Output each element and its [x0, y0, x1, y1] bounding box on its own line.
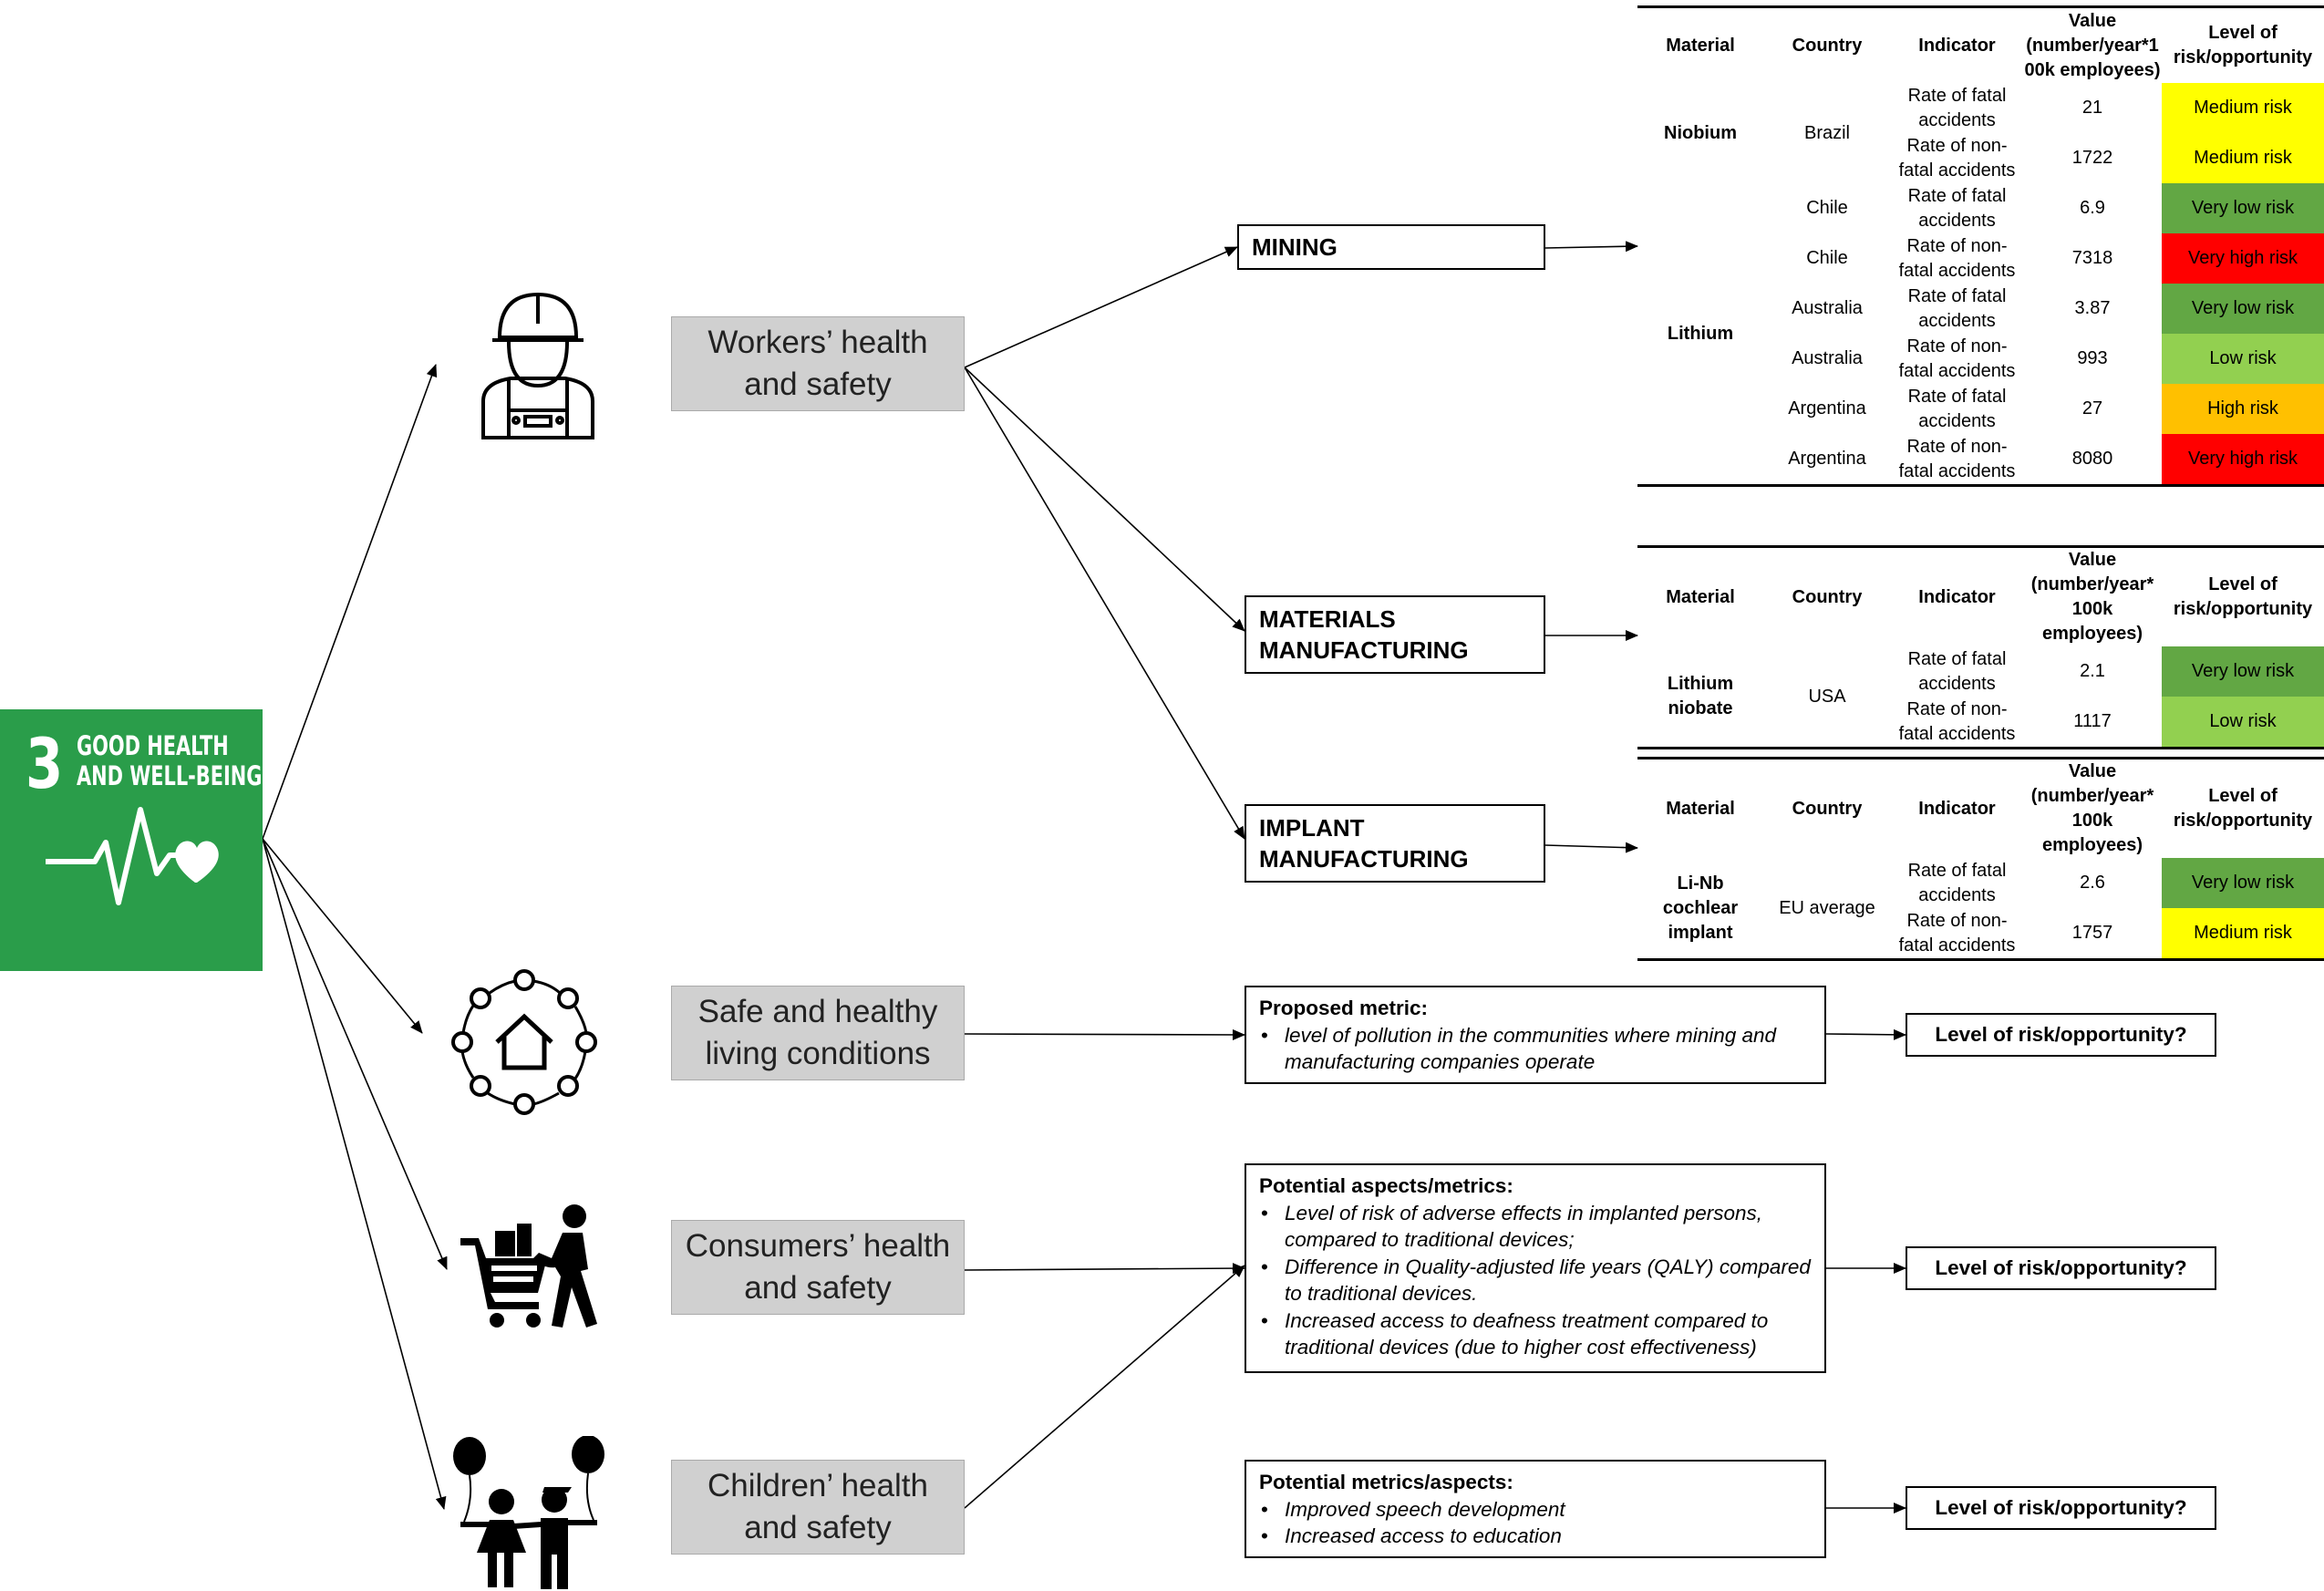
- risk-level-cell: Medium risk: [2162, 908, 2324, 958]
- indicator-cell: Rate of fatal accidents: [1907, 860, 2007, 905]
- table-row: [1637, 646, 2324, 697]
- risk-level-cell: Low risk: [2162, 697, 2324, 747]
- risk-table: [1637, 8, 2324, 484]
- heartbeat-icon: [40, 801, 232, 919]
- mining-table: [1637, 5, 2324, 487]
- level-box-children: Level of risk/opportunity?: [1906, 1486, 2216, 1530]
- indicator-cell: Rate of non- fatal accidents: [1898, 235, 2016, 281]
- category-children-health: [671, 1460, 965, 1555]
- category-consumers-label: Consumers’ health and safety: [685, 1228, 951, 1306]
- table-header-cell: Level of risk/opportunity: [2173, 574, 2313, 619]
- table-header-row: [1637, 759, 2324, 858]
- metric-box-children: [1245, 1460, 1826, 1558]
- risk-level-cell: Very low risk: [2162, 284, 2324, 334]
- table-header-cell: Indicator: [1918, 586, 1996, 607]
- home-community-icon: [451, 969, 597, 1115]
- risk-level-cell: Low risk: [2162, 334, 2324, 384]
- country-cell: EU average: [1779, 897, 1875, 918]
- material-cell: Lithium: [1667, 323, 1734, 344]
- metric-consumers-item: • Difference in Quality-adjusted life years (QALY) compared to traditional devices.: [1285, 1254, 1812, 1307]
- sdg-title-line1: GOOD HEALTH: [77, 730, 229, 761]
- category-workers-label: Workers’ health and safety: [708, 325, 928, 402]
- table-header-cell: Country: [1792, 35, 1863, 56]
- value-cell: 2.6: [2080, 873, 2105, 893]
- sdg3-tile: [0, 709, 263, 971]
- table-row: [1637, 858, 2324, 908]
- risk-level-cell: Very high risk: [2162, 233, 2324, 284]
- value-cell: 27: [2081, 398, 2103, 418]
- indicator-cell: Rate of fatal accidents: [1907, 386, 2007, 431]
- table-header-cell: Value (number/year*1 00k employees): [2024, 10, 2161, 80]
- table-header-cell: Level of risk/opportunity: [2173, 786, 2313, 831]
- metric-living-item: • level of pollution in the communities where mining and manufacturing companies operate: [1285, 1022, 1812, 1076]
- country-cell: USA: [1808, 686, 1846, 707]
- shopping-cart-person-icon: [460, 1204, 611, 1331]
- indicator-cell: Rate of fatal accidents: [1907, 185, 2007, 231]
- sdg-title-line2: AND WELL-BEING: [77, 760, 263, 791]
- table-header-row: [1637, 8, 2324, 83]
- children-balloons-icon: [451, 1436, 606, 1591]
- sdg-number: 3: [26, 723, 64, 804]
- construction-worker-icon: [474, 287, 602, 442]
- risk-level-cell: Very low risk: [2162, 646, 2324, 697]
- risk-level-cell: Medium risk: [2162, 83, 2324, 133]
- metric-children-item: • Increased access to education: [1285, 1523, 1812, 1550]
- indicator-cell: Rate of non- fatal accidents: [1898, 436, 2016, 481]
- indicator-cell: Rate of non- fatal accidents: [1898, 135, 2016, 181]
- table-row: [1637, 183, 2324, 233]
- risk-level-cell: High risk: [2162, 384, 2324, 434]
- value-cell: 2.1: [2080, 661, 2105, 681]
- level-box-living: Level of risk/opportunity?: [1906, 1013, 2216, 1057]
- category-living-conditions: [671, 986, 965, 1080]
- level-box-consumers: Level of risk/opportunity?: [1906, 1246, 2216, 1290]
- country-cell: Australia: [1792, 348, 1863, 368]
- value-cell: 1117: [2073, 711, 2112, 731]
- sdg-title: [77, 731, 262, 791]
- material-cell: Niobium: [1664, 122, 1737, 143]
- table-header-cell: Country: [1792, 586, 1863, 607]
- implant-table: [1637, 757, 2324, 961]
- value-cell: 993: [2077, 348, 2108, 368]
- country-cell: Argentina: [1788, 398, 1866, 418]
- table-header-cell: Country: [1792, 798, 1863, 819]
- table-header-cell: Indicator: [1918, 35, 1996, 56]
- table-header-cell: Value (number/year* 100k employees): [2030, 761, 2154, 855]
- country-cell: Brazil: [1803, 122, 1850, 143]
- stage-materials-manufacturing: [1245, 595, 1545, 674]
- country-cell: Chile: [1806, 198, 1848, 218]
- table-header-row: [1637, 548, 2324, 646]
- indicator-cell: Rate of non- fatal accidents: [1898, 336, 2016, 381]
- risk-table: [1637, 548, 2324, 747]
- metric-children-title: Potential metrics/aspects:: [1259, 1471, 1513, 1493]
- stage-mining-label: MINING: [1252, 233, 1338, 261]
- metric-consumers-item: • Increased access to deafness treatment compared to traditional devices (due to higher cost effectiveness): [1285, 1307, 1812, 1361]
- country-cell: Argentina: [1788, 449, 1866, 469]
- category-consumers-health: [671, 1220, 965, 1315]
- stage-materials-label: MATERIALS MANUFACTURING: [1259, 605, 1469, 664]
- value-cell: 1757: [2071, 923, 2113, 943]
- value-cell: 8080: [2071, 449, 2113, 469]
- category-children-label: Children’ health and safety: [708, 1468, 928, 1545]
- metric-consumers-item: • Level of risk of adverse effects in implanted persons, compared to traditional devices;: [1285, 1200, 1812, 1254]
- risk-level-cell: Very low risk: [2162, 858, 2324, 908]
- metric-living-title: Proposed metric:: [1259, 997, 1429, 1019]
- country-cell: Australia: [1792, 298, 1863, 318]
- risk-level-cell: Very low risk: [2162, 183, 2324, 233]
- risk-level-cell: Medium risk: [2162, 133, 2324, 183]
- table-header-cell: Value (number/year* 100k employees): [2030, 550, 2154, 644]
- indicator-cell: Rate of non- fatal accidents: [1898, 910, 2016, 956]
- country-cell: Chile: [1806, 248, 1848, 268]
- stage-implant-label: IMPLANT MANUFACTURING: [1259, 814, 1469, 873]
- risk-table: [1637, 759, 2324, 958]
- table-row: [1637, 83, 2324, 133]
- category-living-label: Safe and healthy living conditions: [697, 994, 938, 1071]
- metric-box-consumers: [1245, 1163, 1826, 1373]
- indicator-cell: Rate of fatal accidents: [1907, 285, 2007, 331]
- materials-table: [1637, 545, 2324, 749]
- value-cell: 3.87: [2074, 298, 2111, 318]
- stage-implant-manufacturing: [1245, 804, 1545, 883]
- category-workers-health: [671, 316, 965, 411]
- value-cell: 21: [2081, 98, 2103, 118]
- risk-level-cell: Very high risk: [2162, 434, 2324, 484]
- material-cell: Lithium niobate: [1667, 674, 1734, 718]
- table-header-cell: Level of risk/opportunity: [2173, 23, 2313, 67]
- value-cell: 7318: [2071, 248, 2113, 268]
- table-header-cell: Material: [1666, 798, 1735, 819]
- material-cell: Li-Nb cochlear implant: [1662, 873, 1739, 943]
- indicator-cell: Rate of fatal accidents: [1907, 85, 2007, 130]
- value-cell: 6.9: [2080, 198, 2105, 218]
- table-header-cell: Material: [1666, 35, 1735, 56]
- metric-box-living: [1245, 986, 1826, 1084]
- value-cell: 1722: [2071, 148, 2113, 168]
- metric-consumers-title: Potential aspects/metrics:: [1259, 1174, 1513, 1197]
- stage-mining: [1237, 224, 1545, 270]
- indicator-cell: Rate of non- fatal accidents: [1898, 698, 2016, 744]
- metric-children-item: • Improved speech development: [1285, 1496, 1812, 1524]
- table-header-cell: Indicator: [1918, 798, 1996, 819]
- indicator-cell: Rate of fatal accidents: [1907, 648, 2007, 694]
- table-header-cell: Material: [1666, 586, 1735, 607]
